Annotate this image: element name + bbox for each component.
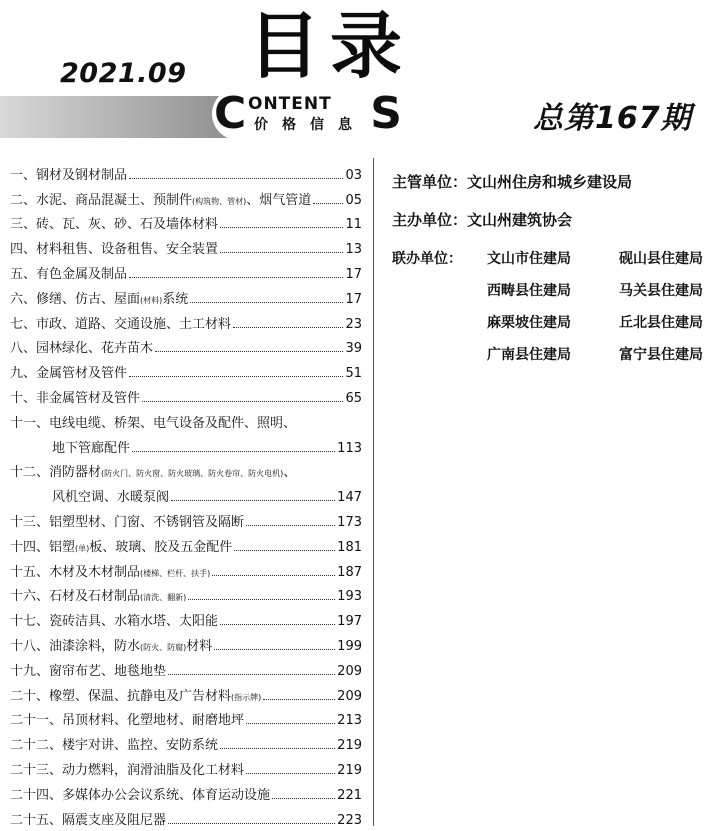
toc-page-number: 219: [337, 738, 362, 754]
toc-page-number: 11: [345, 217, 362, 233]
toc-leader: [168, 674, 335, 675]
toc-page-number: 65: [345, 390, 362, 406]
toc-leader: [220, 252, 343, 253]
toc-title: [10, 461, 296, 480]
logo-letter-c: C: [214, 88, 247, 139]
toc-page-number: 219: [337, 762, 362, 778]
co-unit: 麻栗坡住建局: [487, 315, 571, 331]
toc-title-text: 五、有色金属及制品: [10, 266, 128, 282]
toc-row: [10, 728, 362, 753]
toc-leader: [129, 376, 343, 377]
page-title: 目录: [248, 4, 413, 88]
toc-row: [10, 629, 362, 654]
co-unit: 西畴县住建局: [487, 283, 571, 299]
toc-page-number: 147: [337, 490, 362, 506]
supervisor-name: 文山州住房和城乡建设局: [467, 173, 633, 191]
toc-title: [10, 759, 244, 778]
co-unit: 砚山县住建局: [619, 251, 703, 267]
toc-title: [10, 784, 270, 803]
toc-page-number: 39: [345, 341, 362, 357]
toc-leader: [233, 327, 343, 328]
supervisor-label: 主管单位：: [392, 173, 468, 191]
toc-row: [10, 654, 362, 679]
toc-title-text: 十二、消防器材: [10, 465, 102, 481]
toc-leader: [234, 550, 335, 551]
toc-leader: [129, 277, 343, 278]
toc-title-suffix: 、烟气管道: [246, 192, 312, 208]
issue-number: 总第167期: [533, 101, 692, 136]
toc-page-number: 199: [337, 638, 362, 654]
toc-row: [10, 381, 362, 406]
toc-row: [10, 356, 362, 381]
toc-leader: [171, 500, 335, 501]
toc-title: [10, 561, 210, 580]
organizer-label: 主办单位：: [392, 211, 468, 229]
toc-title: [10, 536, 232, 555]
co-label: 联办单位：: [392, 251, 462, 267]
toc-title-text: 四、材料租售、设备租售、安全装置: [10, 242, 219, 258]
toc-title-suffix: 材料: [186, 638, 213, 654]
toc-page-number: 213: [337, 713, 362, 729]
toc-title: [10, 709, 244, 728]
toc-title-text: 十五、木材及木材制品: [10, 564, 141, 580]
toc-row: [10, 208, 362, 233]
toc-leader: [212, 575, 335, 576]
toc-title-text: 十六、石材及石材制品: [10, 589, 141, 605]
toc-row: [10, 232, 362, 257]
toc-page-number: 17: [345, 266, 362, 282]
toc-row: [10, 580, 362, 605]
toc-title: [10, 734, 218, 753]
toc-row: [10, 158, 362, 183]
header: [0, 0, 713, 150]
toc-title: [10, 610, 218, 629]
toc-title-text: 十七、瓷砖洁具、水箱水塔、太阳能: [10, 614, 219, 630]
toc-title-note: (防火、防腐): [140, 642, 187, 652]
toc-title-text: 二十二、楼宇对讲、监控、安防系统: [10, 738, 219, 754]
toc-title: [10, 337, 153, 356]
toc-title-note: (指示牌): [231, 692, 262, 702]
toc-row: [10, 257, 362, 282]
toc-leader: [188, 599, 335, 600]
toc-title: [10, 809, 166, 828]
toc-page-number: 221: [337, 787, 362, 803]
toc-row: [10, 679, 362, 704]
toc-row: [10, 307, 362, 332]
toc-title-note: (楼梯、栏杆、扶手): [140, 568, 211, 578]
toc-title-suffix: 板、玻璃、胶及五金配件: [89, 539, 233, 555]
toc-row: [10, 282, 362, 307]
toc-title-text: 九、金属管材及管件: [10, 366, 128, 382]
toc-leader: [190, 302, 343, 303]
toc-leader: [246, 773, 335, 774]
toc-title: [10, 288, 188, 307]
toc-title-suffix: 、: [283, 465, 297, 481]
table-of-contents: [10, 158, 362, 828]
logo-subtitle: 价格信息: [254, 117, 366, 133]
toc-row: [10, 505, 362, 530]
toc-row: [10, 778, 362, 803]
toc-page-number: 13: [345, 242, 362, 258]
toc-title-text: 一、钢材及钢材制品: [10, 167, 128, 183]
toc-title: [10, 660, 166, 679]
toc-leader: [132, 451, 335, 452]
toc-page-number: 223: [337, 812, 362, 828]
toc-title-text: 七、市政、道路、交通设施、土工材料: [10, 316, 232, 332]
toc-title-text: 二十四、多媒体办公会议系统、体育运动设施: [10, 787, 271, 803]
toc-leader: [313, 203, 343, 204]
toc-title: [10, 213, 218, 232]
toc-page-number: 23: [345, 316, 362, 332]
toc-title-text: 十八、油漆涂料，防水: [10, 638, 141, 654]
toc-row: [10, 803, 362, 828]
publisher-info: [392, 170, 710, 366]
toc-title-text: 十三、铝塑型材、门窗、不锈钢管及隔断: [10, 514, 245, 530]
toc-title: [10, 437, 130, 456]
toc-page-number: 113: [337, 440, 362, 456]
toc-title-note: (材料): [140, 295, 163, 305]
toc-leader: [220, 227, 343, 228]
toc-title-text: 二十三、动力燃料，润滑油脂及化工材料: [10, 762, 245, 778]
organizer-line: [392, 208, 710, 246]
toc-page-number: 209: [337, 688, 362, 704]
toc-title-text: 十四、铝塑: [10, 539, 76, 555]
co-unit: 丘北县住建局: [619, 315, 703, 331]
toc-row: [10, 480, 362, 505]
issue-date: 2021.09: [60, 58, 187, 89]
toc-title-note: (防火门、防火窗、防火玻璃、防火卷帘、防火电机): [101, 469, 284, 479]
toc-leader: [220, 624, 335, 625]
toc-title-text: 二十一、吊顶材料、化塑地材、耐磨地坪: [10, 713, 245, 729]
toc-page-number: 197: [337, 614, 362, 630]
toc-title-text: 二十、橡塑、保温、抗静电及广告材料: [10, 688, 232, 704]
toc-title-note: (清洗、翻新): [140, 593, 187, 603]
toc-page-number: 05: [345, 192, 362, 208]
toc-title-text: 十九、窗帘布艺、地毯地垫: [10, 663, 167, 679]
toc-row: [10, 431, 362, 456]
toc-leader: [220, 748, 335, 749]
toc-title: [10, 164, 127, 183]
toc-leader: [246, 723, 335, 724]
toc-title-text: 地下管廊配件: [52, 440, 131, 456]
toc-title: [10, 263, 127, 282]
toc-title-text: 三、砖、瓦、灰、砂、石及墙体材料: [10, 217, 219, 233]
toc-title: [10, 238, 218, 257]
toc-leader: [129, 178, 343, 179]
toc-title-text: 风机空调、水暖泵阀: [52, 490, 170, 506]
toc-page-number: 17: [345, 291, 362, 307]
toc-leader: [142, 401, 343, 402]
toc-row: [10, 555, 362, 580]
toc-leader: [272, 798, 335, 799]
toc-title-text: 二十五、隔震支座及阻尼器: [10, 812, 167, 828]
supervisor-line: [392, 170, 710, 208]
toc-title: [10, 511, 244, 530]
toc-title-text: 十、非金属管材及管件: [10, 390, 141, 406]
toc-row: [10, 183, 362, 208]
co-unit: 富宁县住建局: [619, 347, 703, 363]
contents-logo: [212, 88, 404, 140]
co-organizers: [392, 248, 710, 366]
toc-row: [10, 753, 362, 778]
toc-leader: [155, 351, 343, 352]
column-divider: [373, 158, 374, 826]
toc-title: [10, 189, 311, 208]
co-unit: 马关县住建局: [619, 283, 703, 299]
toc-title: [10, 685, 261, 704]
toc-title-suffix: 系统: [162, 291, 189, 307]
toc-leader: [214, 649, 335, 650]
toc-title: [10, 313, 231, 332]
toc-page-number: 187: [337, 564, 362, 580]
co-unit: 文山市住建局: [487, 251, 571, 267]
toc-title: [10, 387, 140, 406]
toc-page-number: 51: [345, 366, 362, 382]
toc-leader: [168, 823, 335, 824]
toc-title-text: 六、修缮、仿古、屋面: [10, 291, 141, 307]
toc-title-text: 十一、电线电缆、桥架、电气设备及配件、照明、: [10, 415, 297, 431]
toc-row: [10, 406, 362, 431]
toc-page-number: 209: [337, 663, 362, 679]
toc-title: [10, 412, 296, 431]
toc-title-note: (单): [75, 543, 90, 553]
toc-page-number: 193: [337, 589, 362, 605]
toc-row: [10, 456, 362, 481]
toc-title: [10, 362, 127, 381]
toc-title-note: (构筑物、管材): [192, 196, 247, 206]
toc-title: [10, 486, 169, 505]
toc-page-number: 181: [337, 539, 362, 555]
organizer-name: 文山州建筑协会: [467, 211, 573, 229]
toc-leader: [246, 525, 335, 526]
toc-row: [10, 332, 362, 357]
toc-page-number: 173: [337, 514, 362, 530]
toc-title: [10, 585, 186, 604]
toc-row: [10, 704, 362, 729]
toc-title: [10, 635, 212, 654]
toc-title-text: 八、园林绿化、花卉苗木: [10, 341, 154, 357]
toc-title-text: 二、水泥、商品混凝土、预制件: [10, 192, 193, 208]
toc-leader: [263, 699, 335, 700]
toc-page-number: 03: [345, 167, 362, 183]
co-unit: 广南县住建局: [487, 347, 571, 363]
toc-row: [10, 604, 362, 629]
logo-letters-ontent: ONTENT: [248, 94, 332, 114]
logo-letter-s: S: [370, 88, 402, 139]
toc-row: [10, 530, 362, 555]
